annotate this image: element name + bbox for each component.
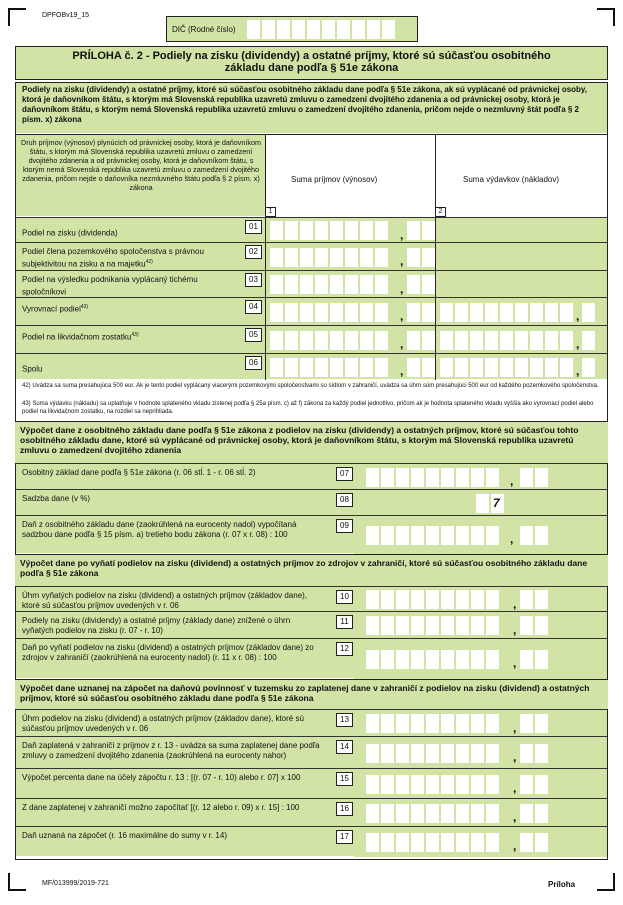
corner-mark-bottom-right — [597, 873, 615, 891]
decimal-comma: , — [576, 337, 580, 351]
income-cents-input[interactable] — [407, 303, 435, 322]
table1-row — [16, 353, 607, 379]
row-number: 08 — [336, 493, 353, 507]
section4-row — [16, 798, 607, 826]
income-amount-input[interactable] — [270, 221, 388, 240]
row-number: 07 — [336, 467, 353, 481]
expense-amount-input[interactable] — [440, 303, 573, 322]
col-expense-header: Suma výdavkov (nákladov) — [463, 175, 560, 184]
income-amount-input[interactable] — [270, 358, 388, 377]
decimal-comma: , — [513, 810, 517, 824]
decimal-comma: , — [513, 622, 517, 637]
footnote-43: 43) Suma výdavku (nákladu) sa uplatňuje v hodnote splateného vkladu zistenej podľa § 25a písm. c) až f) zákona za každý podiel jednotlivo, pričom ak je hodnota splateného vkladu vyššia ako vyrovnací podiel alebo podiel na likvidačnom zostatku, na rozdiel sa neprihliada. — [22, 401, 594, 415]
page-title-line1: PRÍLOHA č. 2 - Podiely na zisku (dividendy) a ostatné príjmy, ktoré sú súčasťou osobitného — [72, 50, 551, 62]
row-number: 11 — [336, 615, 353, 629]
table1-row — [16, 297, 607, 325]
income-amount-input[interactable] — [270, 275, 388, 294]
cents-input[interactable] — [520, 833, 548, 852]
cents-input[interactable] — [520, 468, 548, 487]
decimal-comma: , — [510, 532, 514, 546]
row-number: 12 — [336, 642, 353, 656]
expense-cents-input[interactable] — [582, 303, 595, 322]
row-number: 10 — [336, 590, 353, 604]
page-title — [15, 46, 608, 80]
dic-label: DIČ (Rodné číslo) — [172, 25, 236, 34]
cents-input[interactable] — [520, 616, 548, 635]
row-number: 17 — [336, 830, 353, 844]
amount-input[interactable] — [366, 744, 499, 763]
decimal-comma: , — [513, 839, 517, 853]
expense-cents-input[interactable] — [582, 358, 595, 377]
cents-input[interactable] — [520, 590, 548, 609]
income-cents-input[interactable] — [407, 221, 435, 240]
amount-input[interactable] — [366, 650, 499, 669]
income-cents-input[interactable] — [407, 275, 435, 294]
row-label: Z dane zaplatenej v zahraničí možno započítať [(r. 12 alebo r. 09) x r. 15] : 100 — [22, 803, 300, 812]
income-cents-input[interactable] — [407, 331, 435, 350]
corner-mark-top-left — [8, 8, 26, 26]
amount-input[interactable] — [366, 590, 499, 609]
row-number: 16 — [336, 802, 353, 816]
decimal-comma: , — [513, 720, 517, 735]
cents-input[interactable] — [520, 804, 548, 823]
row-label: Výpočet percenta dane na účely zápočtu r. 13 : [(r. 07 - r. 10) alebo r. 07] x 100 — [22, 773, 301, 782]
row-label: Vyrovnací podiel$^{43)}$ — [22, 304, 89, 314]
decimal-comma: , — [513, 656, 517, 670]
footnote-42: 42) Uvádza sa suma presahujúca 500 eur. Ak je tento podiel vyplácaný viacerými pozemkovými spoločenstvami so sídlom v zahraničí, uvádza sa úhrn súm presahujúci 500 eur od každého pozemkového spoločenstva. — [22, 383, 599, 389]
section3-header: Výpočet dane po vyňatí podielov na zisku (dividend) a ostatných príjmov zo zdrojov v zahraničí, ktoré sú súčasťou osobitného základu dane podľa § 51e zákona — [15, 554, 608, 586]
row-label: Daň uznaná na zápočet (r. 16 maximálne do sumy v r. 14) — [22, 831, 227, 840]
row-number: 15 — [336, 772, 353, 786]
expense-amount-input[interactable] — [440, 331, 573, 350]
table1-row — [16, 217, 607, 242]
col-income-header: Suma príjmov (výnosov) — [291, 175, 378, 184]
expense-cents-input[interactable] — [582, 331, 595, 350]
cents-input[interactable] — [520, 714, 548, 733]
income-amount-input[interactable] — [270, 248, 388, 267]
expense-amount-input[interactable] — [440, 358, 573, 377]
cents-input[interactable] — [520, 650, 548, 669]
row-label: Úhrn podielov na zisku (dividend) a ostatných príjmov (základov dane), ktoré sú súčasťou príjmov uvedených v r. 06 — [22, 714, 304, 733]
table1-head-desc: Druh príjmov (výnosov) plynúcich od právnickej osoby, ktorá je daňovníkom štátu, s ktorým má Slovenská republika uzavretú zmluvu o zamedzení dvojitého zdanenia a od právnickej osoby, ktorá je daňovníkom štátu, s ktorým nemá Slovenská republika uzavretú zmluvu o zamedzení dvojitého zdanenia, pričom nejde o daňovníka nezmluvného štátu podľa § 2 písm. x) zákona — [21, 138, 261, 192]
row-number: 01 — [245, 220, 262, 234]
decimal-comma: , — [400, 309, 404, 323]
section4-header: Výpočet dane uznanej na zápočet na daňovú povinnosť v tuzemsku zo zaplatenej dane v zahraničí z podielov na zisku (dividend) a ostatných príjmov, ktoré sú súčasťou osobitného základu dane podľa § 51e zákona — [15, 679, 608, 709]
table1-header — [16, 134, 607, 216]
row-label: Podiely na zisku (dividendy) a ostatné príjmy (základy dane) znížené o úhrn vyňatých podielov na zisku (r. 07 - r. 10) — [22, 616, 291, 635]
row-number: 09 — [336, 519, 353, 533]
decimal-comma: , — [513, 781, 517, 795]
row-label: Daň po vyňatí podielov na zisku (dividend) a ostatných príjmov (základov dane) zo zdrojov v zahraničí (zaokrúhlená na eurocenty nadol) (r. 11 x r. 08) : 100 — [22, 643, 314, 662]
row-number: 06 — [245, 356, 262, 370]
row-label: Daň z osobitného základu dane (zaokrúhlená na eurocenty nadol) vypočítaná sadzbou dane podľa § 15 písm. a) tretieho bodu zákona (r. 07 x r. 08) : 100 — [22, 520, 297, 539]
cents-input[interactable] — [520, 744, 548, 763]
form-code: DPFOBv19_15 — [42, 12, 90, 19]
row-label: Spolu — [22, 364, 43, 374]
table1-row — [16, 270, 607, 297]
amount-input[interactable] — [366, 468, 499, 487]
cents-input[interactable] — [520, 775, 548, 794]
row-label: Sadzba dane (v %) — [22, 494, 91, 503]
row-label: Podiel na výsledku podnikania vyplácaný tichému spoločníkovi — [22, 275, 198, 297]
decimal-comma: , — [400, 364, 404, 378]
amount-input[interactable] — [366, 714, 499, 733]
section4-row — [16, 768, 607, 798]
row-number: 13 — [336, 713, 353, 727]
dic-box — [166, 16, 418, 42]
table1-row — [16, 325, 607, 353]
table1-row — [16, 242, 607, 270]
section2-row — [16, 463, 607, 489]
row-number: 05 — [245, 328, 262, 342]
section2-row — [16, 489, 607, 515]
amount-input[interactable] — [366, 775, 499, 794]
row-number: 04 — [245, 300, 262, 314]
row-number: 14 — [336, 740, 353, 754]
tax-rate-value: 7 — [493, 495, 500, 510]
section3-row — [16, 638, 607, 678]
row-label: Daň zaplatená v zahraničí z príjmov z r. 13 - uvádza sa suma zaplatenej dane podľa zmluvy o zamedzení dvojitého zdanenia (zaokrúhlená na eurocenty nahor) — [22, 741, 320, 760]
decimal-comma: , — [513, 596, 517, 611]
section4-row — [16, 826, 607, 856]
col1-number: 1 — [265, 207, 276, 217]
row-label: Podiel na likvidačnom zostatku$^{43)}$ — [22, 332, 139, 342]
section2-header: Výpočet dane z osobitného základu dane podľa § 51e zákona z podielov na zisku (dividendy) a ostatných príjmov, ktoré sú súčasťou tohto osobitného základu dane, ktoré sú vyplácané od právnickej osoby, ktorá je daňovníkom štátu, s ktorým má Slovenská republika uzavretú zmluvu o zamedzení dvojitého zdanenia — [15, 421, 608, 463]
corner-mark-top-right — [597, 8, 615, 26]
section2-row — [16, 515, 607, 553]
row-label: Podiel na zisku (dividenda) — [22, 228, 118, 238]
corner-mark-bottom-left — [8, 873, 26, 891]
section4-row — [16, 709, 607, 736]
decimal-comma: , — [400, 227, 404, 242]
footer-label: Príloha — [548, 880, 576, 889]
section4-row — [16, 736, 607, 768]
income-cents-input[interactable] — [407, 358, 435, 377]
footer-code: MF/013999/2019-721 — [42, 880, 109, 887]
row-label: Osobitný základ dane podľa § 51e zákona (r. 06 stĺ. 1 - r. 06 stĺ. 2) — [22, 468, 256, 477]
amount-input[interactable] — [366, 804, 499, 823]
decimal-comma: , — [510, 474, 514, 488]
row-label: Úhrn vyňatých podielov na zisku (dividend) a ostatných príjmov (základov dane), ktoré sú súčasťou príjmov uvedených v r. 06 — [22, 591, 308, 610]
income-cents-input[interactable] — [407, 248, 435, 267]
page-title-line2: základu dane podľa § 51e zákona — [224, 62, 399, 74]
section3-row — [16, 611, 607, 638]
dic-input[interactable] — [247, 20, 395, 39]
decimal-comma: , — [400, 281, 404, 296]
income-amount-input[interactable] — [270, 331, 388, 350]
row-number: 02 — [245, 245, 262, 259]
row-label: Podiel člena pozemkového spoločenstva s právnou subjektivitou na zisku a na majetku$^{42)}$ — [22, 247, 204, 269]
amount-input[interactable] — [366, 833, 499, 852]
income-amount-input[interactable] — [270, 303, 388, 322]
decimal-comma: , — [400, 337, 404, 351]
amount-input[interactable] — [366, 526, 499, 545]
row-number: 03 — [245, 273, 262, 287]
decimal-comma: , — [576, 364, 580, 378]
decimal-comma: , — [513, 750, 517, 764]
amount-input[interactable] — [366, 616, 499, 635]
decimal-comma: , — [576, 309, 580, 323]
intro-text: Podiely na zisku (dividendy) a ostatné príjmy, ktoré sú súčasťou osobitného základu dane podľa § 51e zákona, ak sú vyplácané od právnickej osoby, ktorá je daňovníkom štátu, s ktorým má Slovenská republika uzavretú zmluvu o zamedzení dvojitého zdanenia a od právnickej osoby, ktorá je daňovníkom štátu, s ktorým nemá Slovenská republika uzavretú zmluvu o zamedzení dvojitého zdanenia, pričom nejde o nezmluvný štát podľa § 2 písm. x) zákona — [16, 83, 607, 133]
section3-row — [16, 586, 607, 611]
col2-number: 2 — [435, 207, 446, 217]
decimal-comma: , — [400, 254, 404, 268]
cents-input[interactable] — [520, 526, 548, 545]
